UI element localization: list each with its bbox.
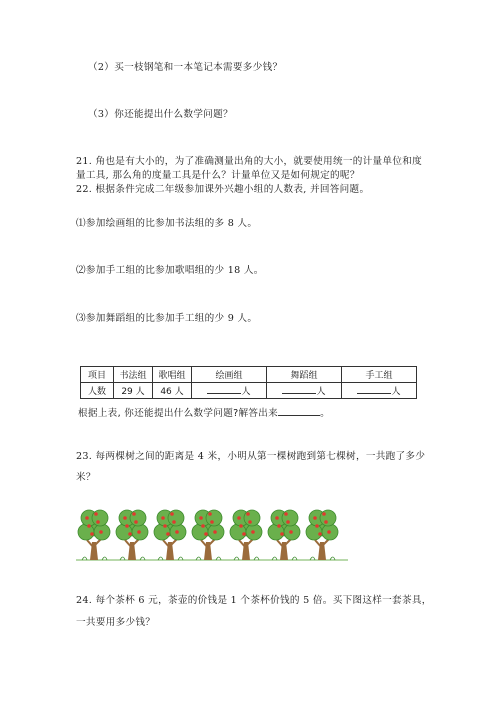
fruit-dot: [125, 524, 129, 528]
fruit-dot: [199, 516, 203, 520]
answer-blank[interactable]: [357, 384, 391, 394]
question-24-line-1: 24. 每个茶杯 6 元，茶壶的价钱是 1 个茶杯价钱的 5 倍。买下图这样一套茶具，: [76, 595, 432, 606]
tree-foliage: [230, 524, 246, 540]
tree-icon: [192, 510, 224, 560]
tree-foliage: [320, 510, 336, 526]
question-2-part-2: （2）买一枝钢笔和一本笔记本需要多少钱？: [88, 62, 283, 73]
table-cell-calligraphy: 29 人: [114, 383, 153, 399]
fruit-dot: [172, 520, 176, 524]
fruit-dot: [210, 520, 214, 524]
question-23-line-2: 米？: [76, 472, 96, 483]
fruit-dot: [175, 530, 179, 534]
fruit-dot: [277, 524, 281, 528]
fruit-dot: [123, 516, 127, 520]
answer-underline[interactable]: [278, 406, 320, 416]
tree-icon: [268, 510, 300, 560]
unit-label: 人: [241, 387, 251, 397]
tree-foliage: [154, 524, 170, 540]
fruit-dot: [275, 516, 279, 520]
fruit-dot: [315, 524, 319, 528]
fruit-dot: [237, 516, 241, 520]
tree-icon: [154, 510, 186, 560]
tree-foliage: [116, 524, 132, 540]
table-header-row: [81, 367, 417, 383]
fruit-dot: [248, 520, 252, 524]
table-row-label: 人数: [81, 383, 114, 399]
tree-icon: [78, 510, 110, 560]
fruit-dot: [286, 520, 290, 524]
fruit-dot: [251, 530, 255, 534]
question-23-line-1: 23. 每两棵树之间的距离是 4 米，小明从第一棵树跑到第七棵树，一共跑了多少: [76, 451, 426, 462]
tree-foliage: [130, 510, 146, 526]
interest-group-table: [80, 366, 417, 399]
tree-foliage: [92, 510, 108, 526]
table-follow-up-question: [78, 406, 330, 420]
fruit-dot: [85, 516, 89, 520]
question-22: 22. 根据条件完成二年级参加课外兴趣小组的人数表, 并回答问题。: [76, 184, 370, 195]
table-row: [81, 383, 417, 399]
unit-label: 人: [316, 387, 326, 397]
fruit-dot: [318, 532, 322, 536]
fruit-dot: [166, 532, 170, 536]
fruit-dot: [134, 520, 138, 524]
table-header-cell: 书法组: [114, 367, 153, 383]
table-header-cell: 项目: [81, 367, 114, 383]
fruit-dot: [242, 532, 246, 536]
tree-icon: [306, 510, 338, 560]
fruit-dot: [327, 530, 331, 534]
fruit-dot: [246, 512, 250, 516]
fruit-dot: [170, 512, 174, 516]
question-21-line-1: 21. 角也是有大小的，为了准确测量出角的大小，就要使用统一的计量单位和度: [76, 156, 422, 167]
fruit-dot: [137, 530, 141, 534]
fruit-dot: [208, 512, 212, 516]
fruit-dot: [322, 512, 326, 516]
condition-1: ⑴参加绘画组的比参加书法组的多 8 人。: [76, 218, 258, 229]
condition-3: ⑶参加舞蹈组的比参加手工组的少 9 人。: [76, 313, 258, 324]
tree-icon: [116, 510, 148, 560]
table-cell-dance[interactable]: [267, 383, 342, 399]
table-header-cell: 手工组: [342, 367, 417, 383]
fruit-dot: [324, 520, 328, 524]
fruit-dot: [284, 512, 288, 516]
tree-foliage: [192, 524, 208, 540]
table-cell-painting[interactable]: [192, 383, 267, 399]
fruit-dot: [163, 524, 167, 528]
fruit-dot: [94, 512, 98, 516]
unit-label: 人: [391, 387, 401, 397]
table-note-end: 。: [320, 408, 330, 419]
answer-blank[interactable]: [282, 384, 316, 394]
tree-row-illustration: [76, 508, 348, 568]
table-header-cell: 舞蹈组: [267, 367, 342, 383]
table-header-cell: 绘画组: [192, 367, 267, 383]
table-header-cell: 歌唱组: [153, 367, 192, 383]
fruit-dot: [96, 520, 100, 524]
fruit-dot: [280, 532, 284, 536]
tree-foliage: [306, 524, 322, 540]
tree-foliage: [244, 510, 260, 526]
tree-icon: [230, 510, 262, 560]
tree-foliage: [168, 510, 184, 526]
fruit-dot: [289, 530, 293, 534]
table-cell-singing: 46 人: [153, 383, 192, 399]
fruit-dot: [161, 516, 165, 520]
tree-foliage: [268, 524, 284, 540]
fruit-dot: [128, 532, 132, 536]
question-21-line-2: 量工具, 那么角的度量工具是什么？计量单位又是如何规定的呢？: [76, 170, 360, 181]
fruit-dot: [99, 530, 103, 534]
question-2-part-3: （3）你还能提出什么数学问题？: [88, 109, 233, 120]
fruit-dot: [239, 524, 243, 528]
fruit-dot: [132, 512, 136, 516]
fruit-dot: [204, 532, 208, 536]
answer-blank[interactable]: [207, 384, 241, 394]
fruit-dot: [201, 524, 205, 528]
table-note-text: 根据上表, 你还能提出什么数学问题?解答出来: [78, 408, 279, 419]
fruit-dot: [90, 532, 94, 536]
condition-2: ⑵参加手工组的比参加歌唱组的少 18 人。: [76, 265, 264, 276]
tree-foliage: [282, 510, 298, 526]
question-24-line-2: 一共要用多少钱？: [76, 617, 156, 628]
fruit-dot: [313, 516, 317, 520]
tree-foliage: [78, 524, 94, 540]
tree-foliage: [206, 510, 222, 526]
fruit-dot: [213, 530, 217, 534]
fruit-dot: [87, 524, 91, 528]
table-cell-handcraft[interactable]: [342, 383, 417, 399]
